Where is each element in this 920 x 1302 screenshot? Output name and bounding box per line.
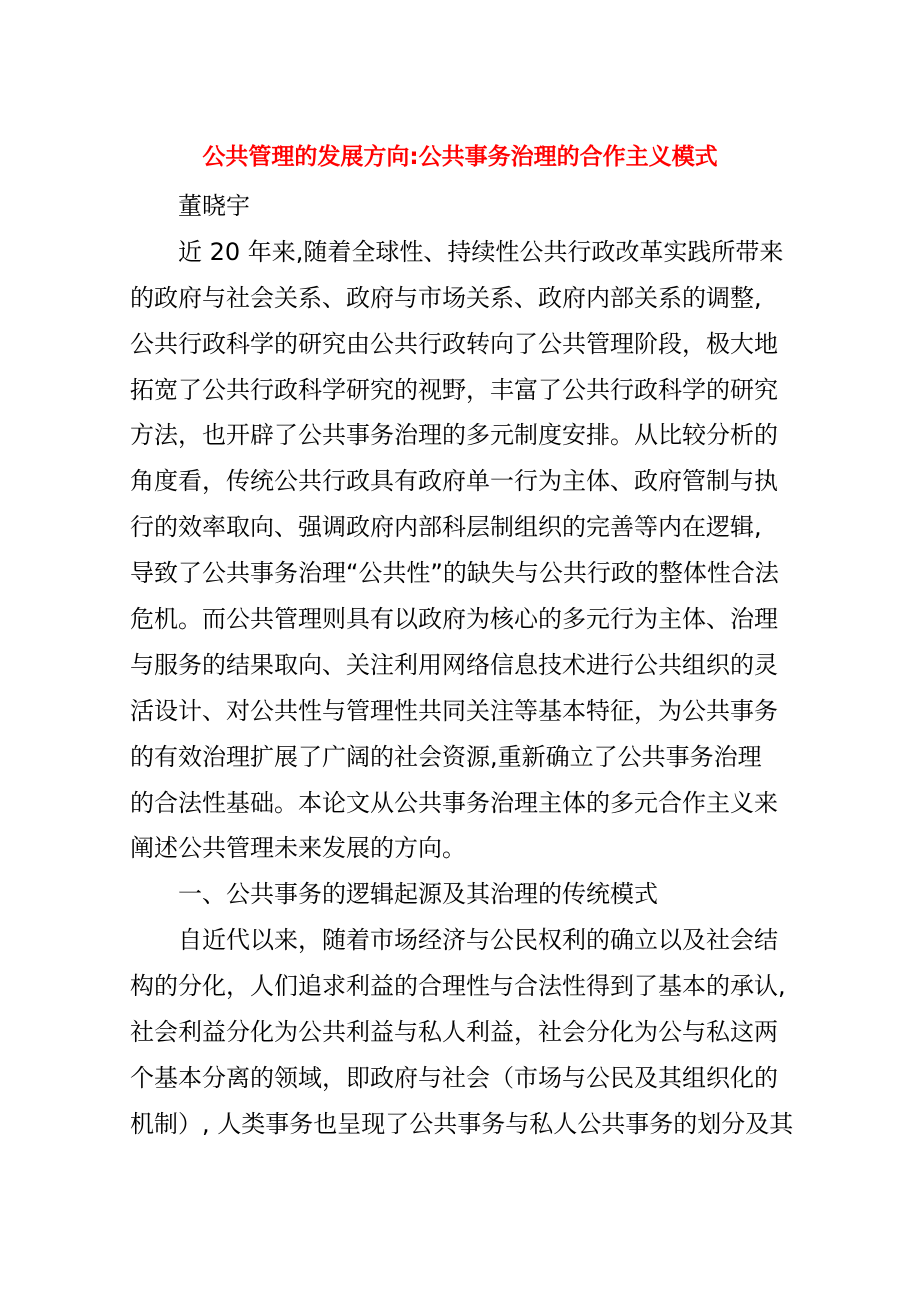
paragraph-line: 行的效率取向、强调政府内部科层制组织的完善等内在逻辑,: [130, 513, 762, 542]
author-name: 董晓宇: [178, 192, 250, 220]
paragraph-line: 近 20 年来,随着全球性、持续性公共行政改革实践所带来: [178, 237, 784, 266]
paragraph-line: 构的分化，人们追求利益的合理性与合法性得到了基本的承认,: [130, 972, 786, 1001]
document-title: 公共管理的发展方向:公共事务治理的合作主义模式: [202, 144, 718, 170]
paragraph-line: 的合法性基础。本论文从公共事务治理主体的多元合作主义来: [130, 788, 778, 817]
paragraph-line: 社会利益分化为公共利益与私人利益，社会分化为公与私这两: [130, 1018, 778, 1047]
paragraph-line: 自近代以来，随着市场经济与公民权利的确立以及社会结: [178, 926, 778, 955]
paragraph-line: 拓宽了公共行政科学研究的视野，丰富了公共行政科学的研究: [130, 375, 778, 404]
paragraph-line: 活设计、对公共性与管理性共同关注等基本特征，为公共事务: [130, 696, 778, 725]
paragraph-line: 的政府与社会关系、政府与市场关系、政府内部关系的调整,: [130, 283, 762, 312]
paragraph-line: 与服务的结果取向、关注利用网络信息技术进行公共组织的灵: [130, 650, 778, 679]
paragraph-line: 导致了公共事务治理“公共性”的缺失与公共行政的整体性合法: [130, 559, 779, 588]
paragraph-line: 个基本分离的领域，即政府与社会（市场与公民及其组织化的: [130, 1063, 778, 1092]
paragraph-line: 阐述公共管理未来发展的方向。: [130, 834, 466, 863]
paragraph-line: 危机。而公共管理则具有以政府为核心的多元行为主体、治理: [130, 605, 778, 634]
paragraph-line: 方法，也开辟了公共事务治理的多元制度安排。从比较分析的: [130, 421, 778, 450]
paragraph-line: 公共行政科学的研究由公共行政转向了公共管理阶段，极大地: [130, 329, 778, 358]
paragraph-line: 角度看，传统公共行政具有政府单一行为主体、政府管制与执: [130, 467, 778, 496]
paragraph-line: 机制）, 人类事务也呈现了公共事务与私人公共事务的划分及其: [130, 1109, 794, 1138]
paragraph-line: 的有效治理扩展了广阔的社会资源,重新确立了公共事务治理: [130, 742, 762, 771]
document-body: [130, 184, 800, 1148]
section-heading: 一、公共事务的逻辑起源及其治理的传统模式: [178, 880, 658, 909]
